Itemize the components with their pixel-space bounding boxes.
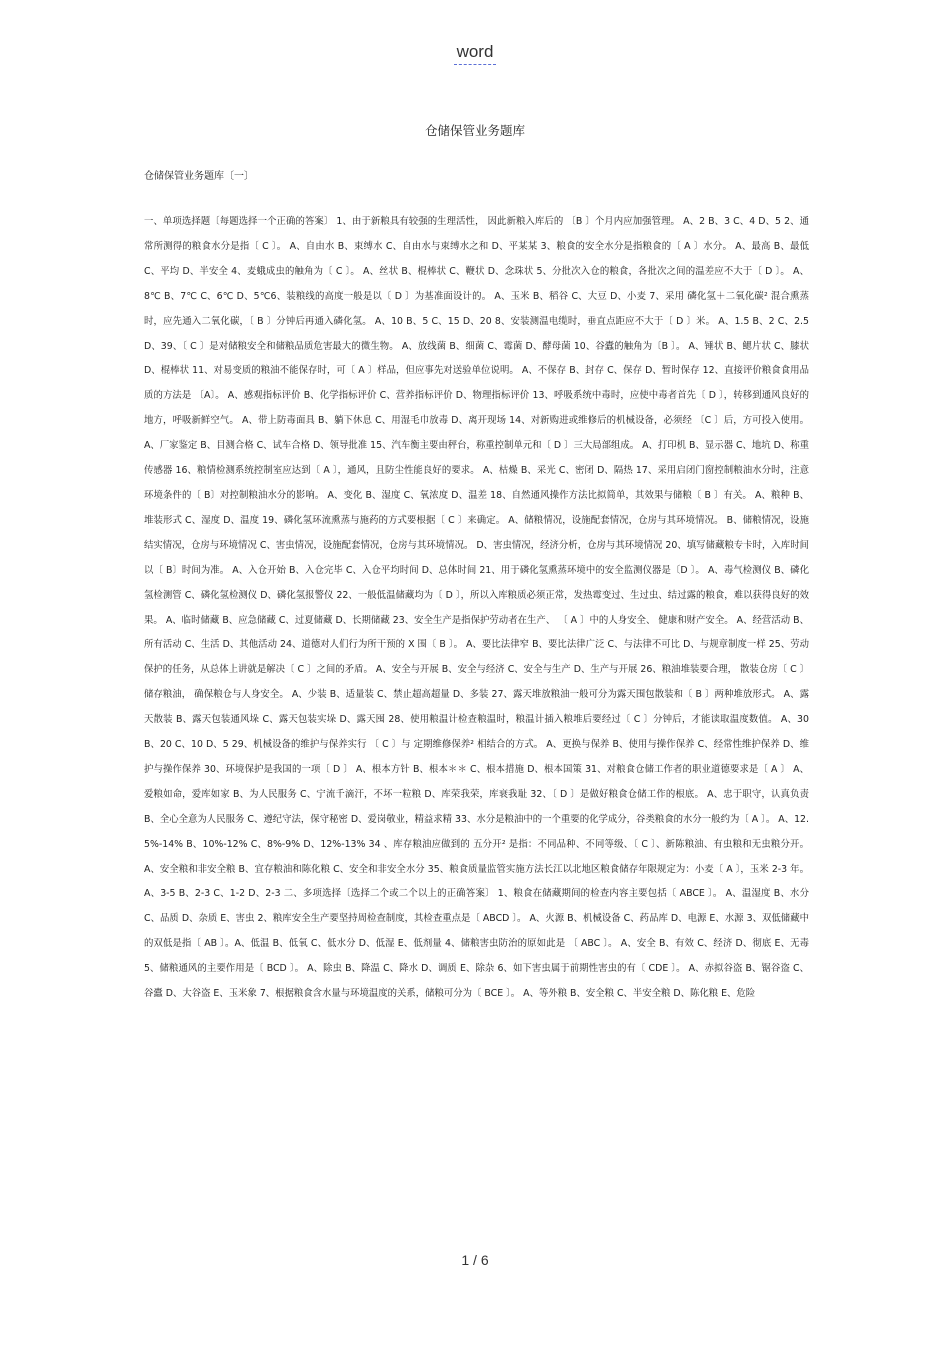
page-number: 1 / 6 [461,1252,489,1268]
document-title: 仓储保管业务题库 [424,123,525,138]
header-underline [454,64,496,65]
document-body: 一、单项选择题〔每题选择一个正确的答案〕 1、由于新粮具有较强的生理活性， 因此新粮入库后的 〔B 〕个月内应加强管理。 A、2 B、3 C、4 D、5 2、通常所测得的粮食水分是指〔 C 〕。 A、自由水 B、束缚水 C、自由水与束缚水之和 D、平某某 3、粮食的安全水分是指粮食的〔 A 〕水分。 A、最高 B、最低 C、平均 D、半安全 4、麦蛾成虫的触角为〔 C 〕。 A、丝状 B、棍棒状 C、鞭状 D、念珠状 5、分批次入仓的粮食，各批次之间的温差应不大于〔 D 〕。 A、8℃ B、7℃ C、6℃ D、5℃6、装粮线的高度一般是以〔 D 〕为基准面设计的。 A、玉米 B、稻谷 C、大豆 D、小麦 7、采用 磷化氢＋二氧化碳² 混合熏蒸时，应先通入二氧化碳，〔 B 〕分钟后再通入磷化氢。 A、10 B、5 C、15 D、20 8、安装测温电缆时，垂直点距应不大于〔 D 〕米。 A、1.5 B、2 C、2.5 D、39、〔 C 〕是对储粮安全和储粮品质危害最大的微生物。 A、放线菌 B、细菌 C、霉菌 D、酵母菌 10、谷蠹的触角为〔B 〕。 A、锤状 B、鳃片状 C、膝状 D、棍棒状 11、对易变质的粮油不能保存时，可〔 A 〕样品，但应事先对送验单位说明。 A、不保存 B、封存 C、保存 D、暂时保存 12、直接评价粮食食用品质的方法是 〔A〕。 A、感观指标评价 B、化学指标评价 C、营养指标评价 D、物理指标评价 13、呼吸系统中毒时，应使中毒者首先〔 D 〕，转移到通风良好的地方，呼吸新鲜空气。 A、带上防毒面具 B、躺下休息 C、用湿毛巾放毒 D、离开现场 14、对新购进或维修后的机械设备，必须经 〔C 〕后，方可投入使用。 A、厂家鉴定 B、目测合格 C、试车合格 D、领导批准 15、汽车衡主要由秤台，称重控制单元和〔 D 〕三大局部组成。 A、打印机 B、显示器 C、地坑 D、称重传感器 16、粮情检测系统控制室应达到〔 A 〕，通风，且防尘性能良好的要求。 A、枯燥 B、采光 C、密闭 D、隔热 17、采用启闭门窗控制粮油水分时，注意环境条件的〔 B〕对控制粮油水分的影响。 A、变化 B、湿度 C、氧浓度 D、温差 18、自然通风操作方法比拟简单，其效果与储粮〔 B 〕有关。 A、粮种 B、堆装形式 C、湿度 D、温度 19、磷化氢环流熏蒸与施药的方式要根据〔 C 〕来确定。 A、储粮情况，设施配套情况，仓房与其环境情况。 B、储粮情况，设施结实情况，仓房与环境情况 C、害虫情况，设施配套情况，仓房与其环境情况。 D、害虫情况，经济分析，仓房与其环境情况 20、填写储藏粮专卡时，入库时间以〔 B〕时间为准。 A、入仓开始 B、入仓完毕 C、入仓平均时间 D、总体时间 21、用于磷化氢熏蒸环境中的安全监测仪器是〔D 〕。 A、毒气检测仪 B、磷化氢检测管 C、磷化氢检测仪 D、磷化氢报警仪 22、一般低温储藏均为〔 D 〕，所以入库粮质必须正常，发热霉变过、生过虫、结过露的粮食，难以获得良好的效果。 A、临时储藏 B、应急储藏 C、过夏储藏 D、长期储藏 23、安全生产是指保护劳动者在生产、 〔 A 〕中的人身安全、 健康和财产安全。 A、经营活动 B、所有活动 C、生活 D、其他活动 24、道德对人们行为所干预的 X 围〔 B 〕。 A、要比法律窄 B、要比法律广泛 C、与法律不可比 D、与规章制度一样 25、劳动保护的任务，从总体上讲就是解决〔 C 〕之间的矛盾。 A、安全与开展 B、安全与经济 C、安全与生产 D、生产与开展 26、粮油堆装要合理， 散装仓房〔 C 〕储存粮油， 确保粮仓与人身安全。 A、少装 B、适量装 C、禁止超高超量 D、多装 27、露天堆放粮油一般可分为露天围包散装和〔 B 〕两种堆放形式。 A、露天散装 B、露天包装通风垛 C、露天包装实垛 D、露天囤 28、使用粮温计检查粮温时，粮温计插入粮堆后要经过〔 C 〕分钟后，才能读取温度数值。 A、30 B、20 C、10 D、5 29、机械设备的维护与保养实行 〔 C 〕与 定期维修保养² 相结合的方式。 A、更换与保养 B、使用与操作保养 C、经常性维护保养 D、维护与操作保养 30、环境保护是我国的一项〔 D 〕 A、根本方针 B、根本＊＊ C、根本措施 D、根本国策 31、对粮食仓储工作者的职业道德要求是〔 A 〕 A、爱粮如命，爱库如家 B、为人民服务 C、宁流千滴汗，不坏一粒粮 D、库荣我荣，库衰我耻 32、〔 D 〕是做好粮食仓储工作的根底。 A、忠于职守，认真负责 B、全心全意为人民服务 C、遵纪守法，保守秘密 D、爱岗敬业，精益求精 33、水分是粮油中的一个重要的化学成分，谷类粮食的水分一般约为〔 A 〕。 A、12.5%-14% B、10%-12% C、8%-9% D、12%-13% 34 、库存粮油应做到的 五分开² 是指：不同品种、不同等级、〔 C 〕、新陈粮油、有虫粮和无虫粮分开。 A、安全粮和非安全粮 B、宜存粮油和陈化粮 C、安全和非安全水分 35、粮食质量监管实施方法长江以北地区粮食储存年限规定为：小麦〔 A 〕，玉米 2-3 年。 A、3-5 B、2-3 C、1-2 D、2-3 二、多项选择〔选择二个或二个以上的正确答案〕 1、粮食在储藏期间的检查内容主要包括〔 ABCE 〕。 A、温湿度 B、水分 C、品质 D、杂质 E、害虫 2、粮库安全生产要坚持周检查制度，其检查重点是〔 ABCD 〕。 A、火源 B、机械设备 C、药品库 D、电源 E、水源 3、双低储藏中的双低是指〔 AB 〕。A、低温 B、低氧 C、低水分 D、低湿 E、低剂量 4、储粮害虫防治的原如此是 〔 ABC 〕。 A、安全 B、有效 C、经济 D、彻底 E、无毒 5、储粮通风的主要作用是〔 BCD 〕。 A、除虫 B、降温 C、降水 D、调质 E、除杂 6、如下害虫属于前期性害虫的有〔 CDE 〕。 A、赤拟谷盗 B、锯谷盗 C、谷蠹 D、大谷盗 E、玉米象 7、根据粮食含水量与环境温度的关系，储粮可分为〔 BCE 〕。 A、等外粮 B、安全粮 C、半安全粮 D、陈化粮 E、危险 [144,216,812,1000]
document-subtitle: 仓储保管业务题库〔一〕 [144,171,254,182]
header-word: word [456,42,494,61]
